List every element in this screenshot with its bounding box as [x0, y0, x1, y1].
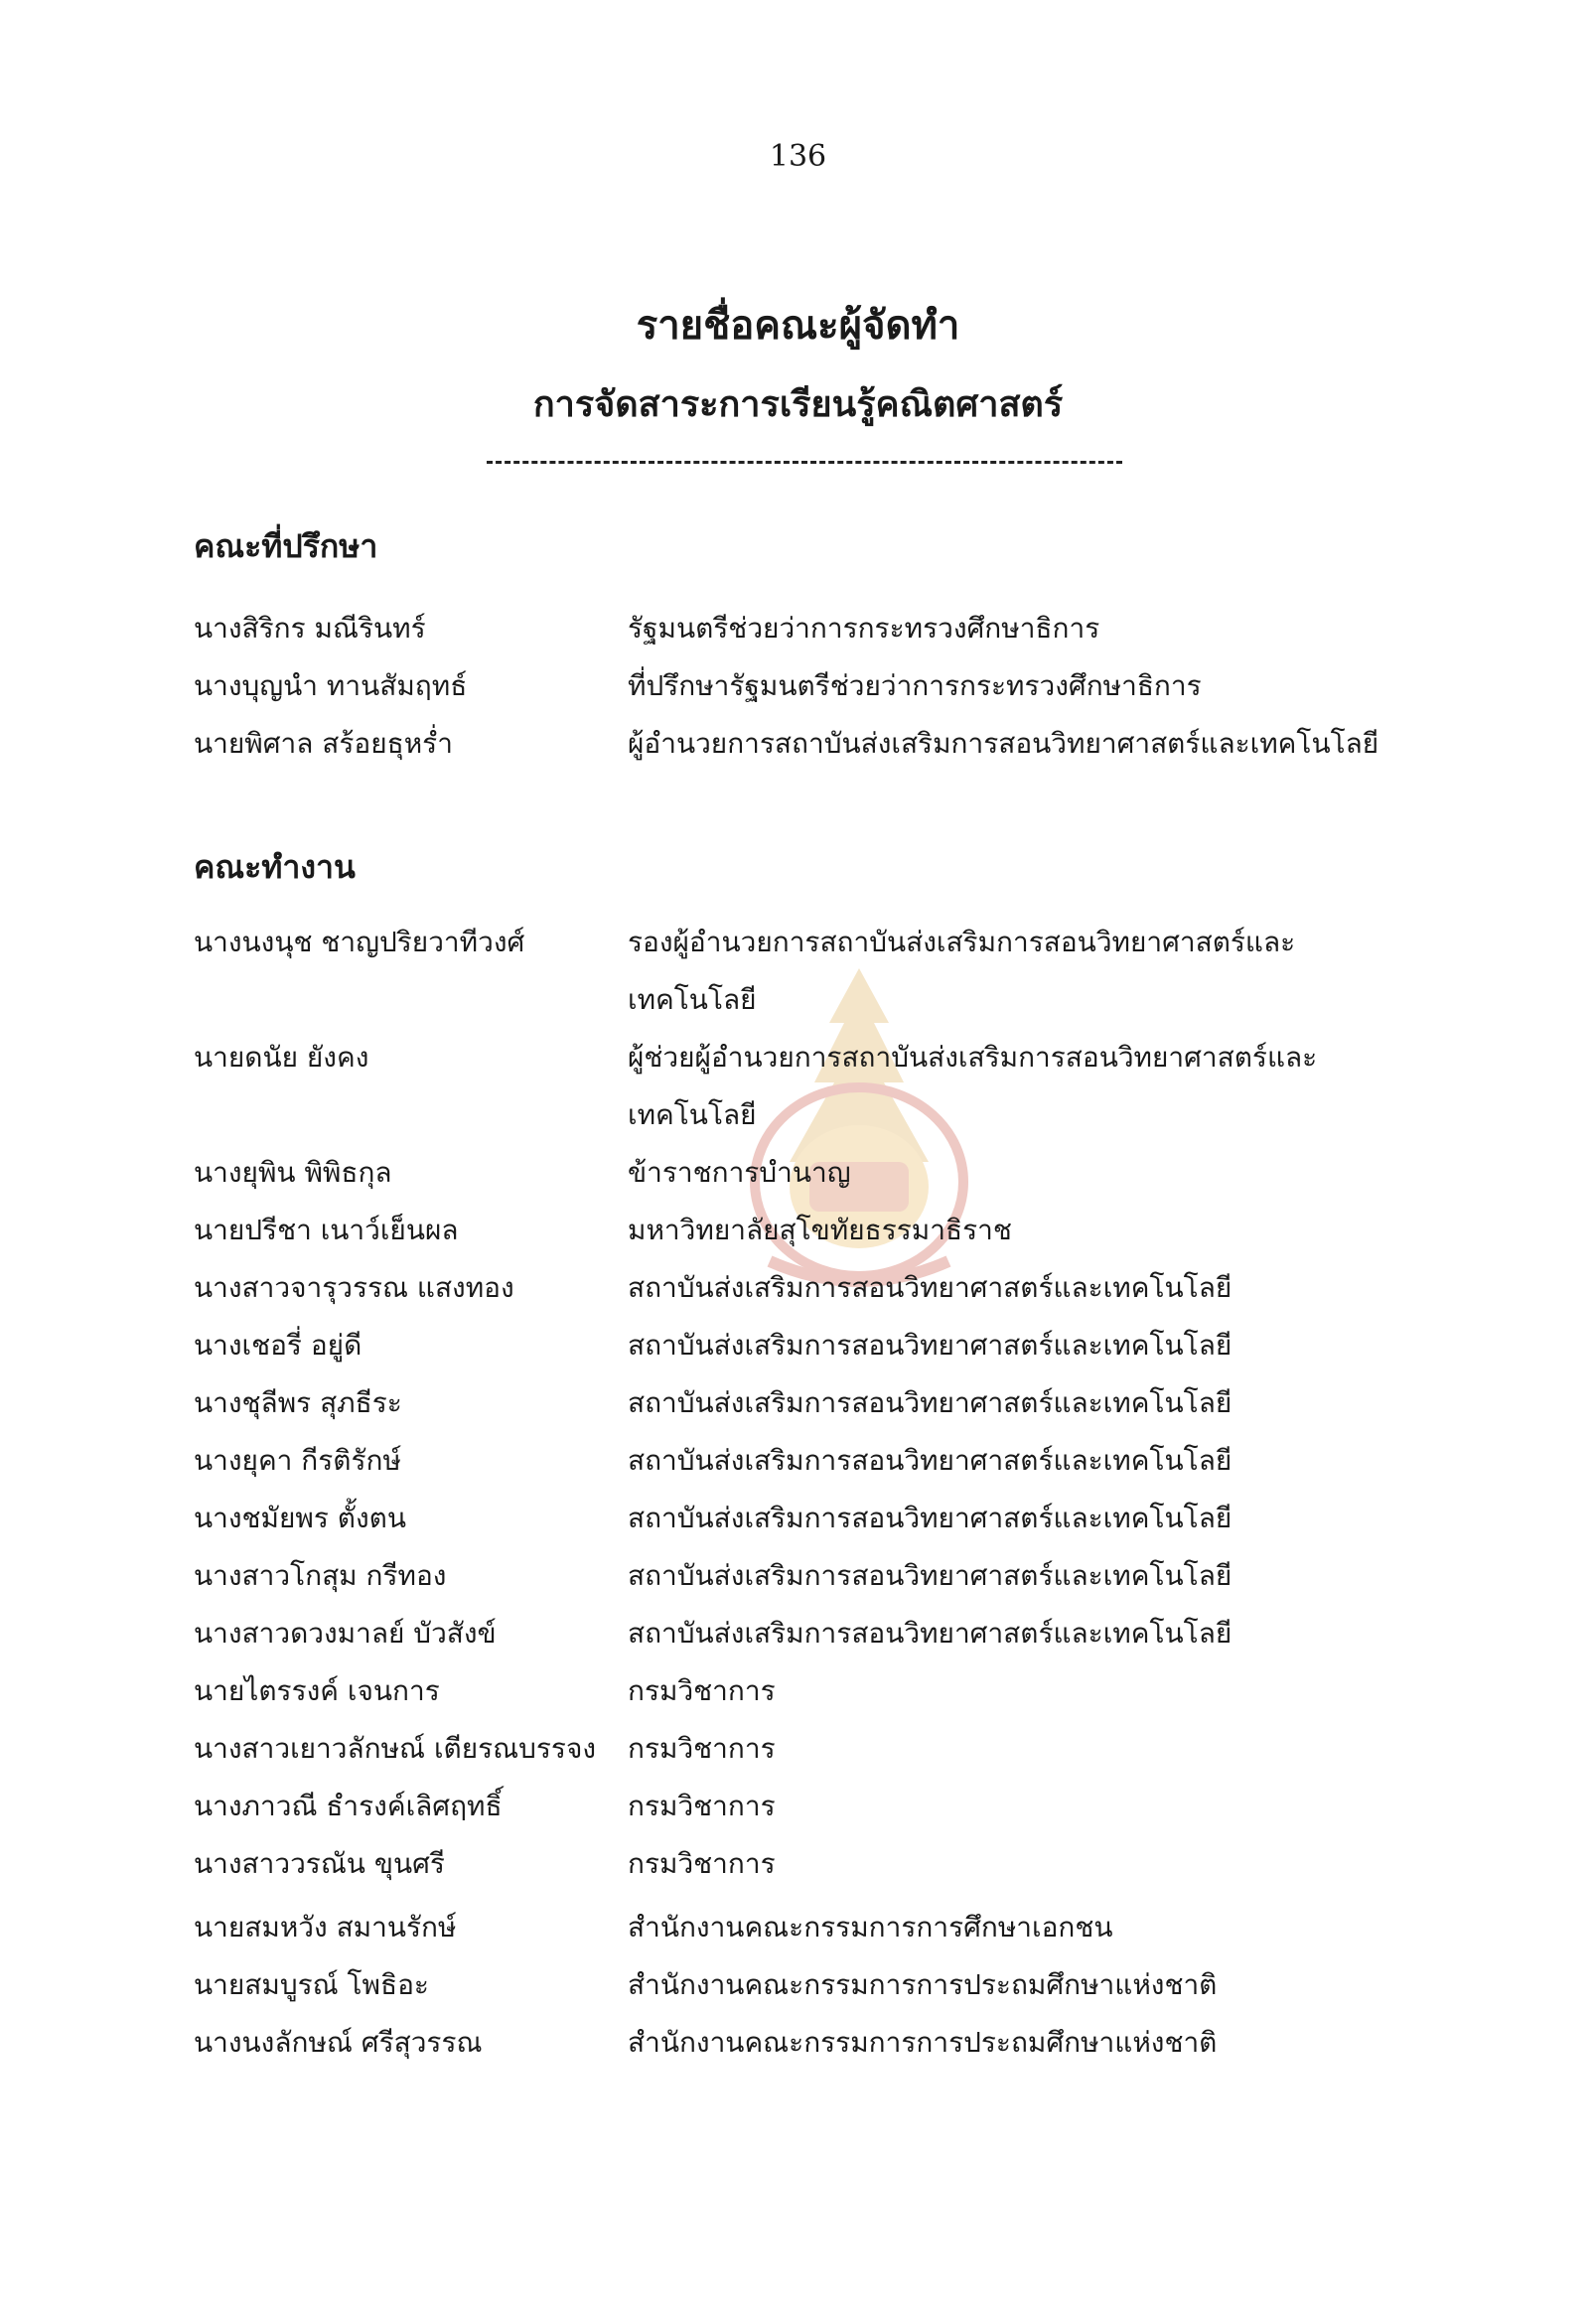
- member-role: กรมวิชาการ: [628, 1674, 776, 1707]
- member-name: นายสมหวัง สมานรักษ์: [194, 1911, 457, 1943]
- member-role: สำนักงานคณะกรรมการการศึกษาเอกชน: [628, 1911, 1113, 1943]
- dashed-divider: [487, 461, 1122, 464]
- member-name: นางชมัยพร ตั้งตน: [194, 1502, 406, 1534]
- section-heading-advisors: คณะที่ปรึกษา: [194, 527, 378, 565]
- member-role: สถาบันส่งเสริมการสอนวิทยาศาสตร์และเทคโนโลยี: [628, 1617, 1233, 1650]
- member-role: สำนักงานคณะกรรมการการประถมศึกษาแห่งชาติ: [628, 2026, 1218, 2059]
- member-role: กรมวิชาการ: [628, 1790, 776, 1822]
- member-role: สถาบันส่งเสริมการสอนวิทยาศาสตร์และเทคโนโลยี: [628, 1559, 1233, 1592]
- member-name: นางสิริกร มณีรินทร์: [194, 612, 426, 645]
- member-role: สถาบันส่งเสริมการสอนวิทยาศาสตร์และเทคโนโลยี: [628, 1386, 1233, 1419]
- member-role: ผู้ช่วยผู้อำนวยการสถาบันส่งเสริมการสอนวิทยาศาสตร์และ: [628, 1041, 1318, 1074]
- member-role: สถาบันส่งเสริมการสอนวิทยาศาสตร์และเทคโนโลยี: [628, 1329, 1233, 1362]
- member-role-continued: เทคโนโลยี: [628, 1098, 757, 1131]
- member-name: นางยุคา กีรติรักษ์: [194, 1444, 401, 1477]
- member-role: สถาบันส่งเสริมการสอนวิทยาศาสตร์และเทคโนโลยี: [628, 1444, 1233, 1477]
- member-name: นายพิศาล สร้อยธุหร่ำ: [194, 727, 453, 760]
- member-role: กรมวิชาการ: [628, 1847, 776, 1880]
- member-name: นางเชอรี่ อยู่ดี: [194, 1329, 363, 1362]
- member-role: สถาบันส่งเสริมการสอนวิทยาศาสตร์และเทคโนโลยี: [628, 1502, 1233, 1534]
- member-name: นายดนัย ยังคง: [194, 1041, 369, 1074]
- member-role: สำนักงานคณะกรรมการการประถมศึกษาแห่งชาติ: [628, 1968, 1218, 2001]
- member-name: นางสาวดวงมาลย์ บัวสังข์: [194, 1617, 497, 1650]
- member-name: นายไตรรงค์ เจนการ: [194, 1674, 440, 1707]
- member-name: นายปรีชา เนาว์เย็นผล: [194, 1214, 459, 1246]
- member-name: นายสมบูรณ์ โพธิอะ: [194, 1968, 429, 2001]
- member-name: นางสาวโกสุม กรีทอง: [194, 1559, 447, 1592]
- member-name: นางนงลักษณ์ ศรีสุวรรณ: [194, 2026, 483, 2059]
- page-number: 136: [769, 139, 827, 174]
- member-role: รองผู้อำนวยการสถาบันส่งเสริมการสอนวิทยาศาสตร์และ: [628, 926, 1296, 958]
- member-role: สถาบันส่งเสริมการสอนวิทยาศาสตร์และเทคโนโลยี: [628, 1271, 1233, 1304]
- member-name: นางยุพิน พิพิธกุล: [194, 1156, 392, 1189]
- member-role: กรมวิชาการ: [628, 1732, 776, 1765]
- member-name: นางสาวเยาวลักษณ์ เตียรณบรรจง: [194, 1732, 597, 1765]
- member-role: ที่ปรึกษารัฐมนตรีช่วยว่าการกระทรวงศึกษาธิการ: [628, 669, 1202, 702]
- member-role: มหาวิทยาลัยสุโขทัยธรรมาธิราช: [628, 1214, 1012, 1246]
- member-name: นางนงนุช ชาญปริยวาทีวงศ์: [194, 926, 525, 958]
- member-name: นางภาวณี ธำรงค์เลิศฤทธิ์: [194, 1790, 503, 1822]
- member-role: ผู้อำนวยการสถาบันส่งเสริมการสอนวิทยาศาสตร์และเทคโนโลยี: [628, 727, 1379, 760]
- page-subtitle: การจัดสาระการเรียนรู้คณิตศาสตร์: [532, 383, 1064, 425]
- member-role: รัฐมนตรีช่วยว่าการกระทรวงศึกษาธิการ: [628, 612, 1100, 645]
- member-role-continued: เทคโนโลยี: [628, 983, 757, 1016]
- member-name: นางชุลีพร สุภธีระ: [194, 1386, 402, 1419]
- member-name: นางสาวจารุวรรณ แสงทอง: [194, 1271, 514, 1304]
- member-role: ข้าราชการบำนาญ: [628, 1156, 851, 1189]
- member-name: นางบุญนำ ทานสัมฤทธ์: [194, 669, 468, 702]
- section-heading-working-team: คณะทำงาน: [194, 848, 356, 886]
- member-name: นางสาววรณัน ขุนศรี: [194, 1847, 445, 1880]
- page-title: รายชื่อคณะผู้จัดทำ: [636, 302, 960, 349]
